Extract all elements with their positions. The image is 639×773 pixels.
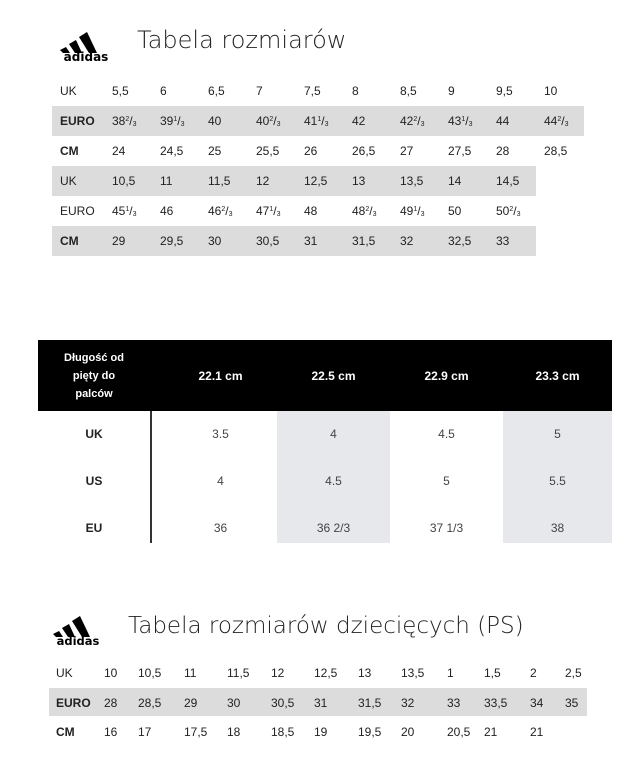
size-cell: 33,5 [484,696,508,710]
adidas-logo-top [52,20,120,62]
size-cell: 33 [496,234,510,248]
size-cell: 28,5 [138,696,162,710]
row-label: CM [60,234,79,248]
size-cell: 8,5 [400,84,417,98]
size-system-label: EU [85,521,103,535]
size-cell: 16 [104,725,118,739]
size-cell: 24,5 [160,144,184,158]
size-cell: 11 [184,666,197,680]
size-cell: $50^2/_3$ [496,204,521,218]
size-cell: 31,5 [352,234,376,248]
size-cell: 11,5 [227,666,250,680]
size-row [52,226,536,256]
size-cell: $41^1/_3$ [304,114,329,128]
row-label: CM [56,725,75,739]
row-label: CM [60,144,79,158]
size-cell: 20,5 [447,725,471,739]
size-cell: 50 [448,204,462,218]
size-value: 38 [550,521,565,535]
row-label: EURO [56,696,91,710]
size-cell: 5,5 [112,84,129,98]
size-cell: 32 [400,234,414,248]
size-value: 4.5 [438,427,455,441]
size-cell: 29 [184,696,198,710]
size-cell: 11,5 [208,174,231,188]
size-row [52,136,584,166]
size-system-label: UK [85,427,103,441]
size-cell: 14,5 [496,174,520,188]
size-cell: 40 [208,114,222,128]
size-cell: 19,5 [358,725,382,739]
size-cell: $45^1/_3$ [112,204,137,218]
size-cell: 17,5 [184,725,208,739]
size-cell: 30,5 [256,234,280,248]
column-divider [150,411,152,543]
size-table-title: Tabela rozmiarów [137,26,347,54]
size-cell: 42 [352,114,366,128]
size-cell: 29,5 [160,234,184,248]
size-cell: 21 [530,725,544,739]
row-label: EURO [60,114,95,128]
size-row [52,166,536,196]
size-cell: 31 [304,234,318,248]
size-cell: 30 [227,696,241,710]
size-cell: 6 [160,84,167,98]
size-cell: $42^2/_3$ [400,114,425,128]
size-system-label: US [85,474,103,488]
size-cell: 7,5 [304,84,321,98]
size-value: 4 [217,474,224,488]
size-cell: $49^1/_3$ [400,204,425,218]
size-cell: 10,5 [138,666,162,680]
size-cell: 32,5 [448,234,472,248]
row-label: EURO [60,204,95,218]
size-cell: $40^2/_3$ [256,114,281,128]
size-cell: 32 [401,696,415,710]
size-cell: 1 [447,666,454,680]
size-cell: 26,5 [352,144,376,158]
foot-length-header [38,340,612,411]
size-cell: $46^2/_3$ [208,204,233,218]
size-cell: 30,5 [271,696,295,710]
foot-length-label: Długość od pięty do palców [64,351,124,400]
size-cell: $47^1/_3$ [256,204,281,218]
size-value: 4.5 [325,474,342,488]
size-cell: $38^2/_3$ [112,114,137,128]
size-row [52,196,536,226]
size-cell: 25 [208,144,222,158]
size-cell: 17 [138,725,152,739]
size-cell: 13,5 [400,174,424,188]
size-cell: 27,5 [448,144,472,158]
size-cell: 21 [484,725,498,739]
size-cell: 2 [530,666,537,680]
adidas-logo-bottom [46,606,110,646]
size-cell: 28 [496,144,510,158]
size-cell: 34 [530,696,544,710]
row-label: UK [60,84,77,98]
size-cell: 13 [352,174,366,188]
size-cell: 9 [448,84,455,98]
size-cell: 31 [314,696,328,710]
size-cell: 31,5 [358,696,382,710]
size-cell: 29 [112,234,126,248]
size-cell: $44^2/_3$ [544,114,569,128]
size-value: 5 [554,427,561,441]
size-cell: 10 [104,666,118,680]
kids-size-table-title: Tabela rozmiarów dziecięcych (PS) [128,613,524,639]
length-column-header: 22.5 cm [311,368,356,383]
size-cell: 1,5 [484,666,501,680]
size-cell: 27 [400,144,414,158]
size-cell: 12 [271,666,285,680]
size-cell: 2,5 [565,666,582,680]
size-cell: 10 [544,84,558,98]
size-cell: 9,5 [496,84,513,98]
size-cell: 18 [227,725,241,739]
size-cell: 44 [496,114,510,128]
row-label: UK [56,666,73,680]
size-cell: 19 [314,725,328,739]
size-cell: 20 [401,725,415,739]
size-cell: 7 [256,84,263,98]
svg-text:adidas: adidas [63,50,109,62]
size-cell: 28,5 [544,144,568,158]
size-cell: 25,5 [256,144,280,158]
size-cell: 24 [112,144,126,158]
size-cell: $43^1/_3$ [448,114,473,128]
size-cell: 46 [160,204,174,218]
length-column-header: 22.9 cm [424,368,469,383]
size-cell: 12 [256,174,270,188]
size-cell: 28 [104,696,118,710]
row-label: UK [60,174,77,188]
svg-text:adidas: adidas [56,634,100,646]
size-cell: 13 [358,666,372,680]
size-cell: 10,5 [112,174,136,188]
size-value: 36 [213,521,228,535]
size-cell: 13,5 [401,666,425,680]
size-cell: $39^1/_3$ [160,114,185,128]
size-cell: 33 [447,696,461,710]
size-value: 36 2/3 [316,521,351,535]
size-cell: 14 [448,174,462,188]
size-value: 5.5 [549,474,566,488]
size-cell: 12,5 [304,174,328,188]
size-row [52,76,584,106]
size-cell: $48^2/_3$ [352,204,377,218]
size-value: 4 [330,427,337,441]
size-cell: 11 [160,174,173,188]
size-cell: 30 [208,234,222,248]
size-value: 3.5 [212,427,229,441]
length-column-header: 22.1 cm [198,368,243,383]
size-cell: 48 [304,204,318,218]
size-cell: 6,5 [208,84,225,98]
size-cell: 26 [304,144,318,158]
size-cell: 18,5 [271,725,295,739]
size-row [52,106,584,136]
size-value: 5 [443,474,450,488]
size-cell: 8 [352,84,359,98]
size-value: 37 1/3 [429,521,464,535]
size-cell: 35 [565,696,579,710]
length-column-header: 23.3 cm [535,368,580,383]
size-cell: 12,5 [314,666,338,680]
